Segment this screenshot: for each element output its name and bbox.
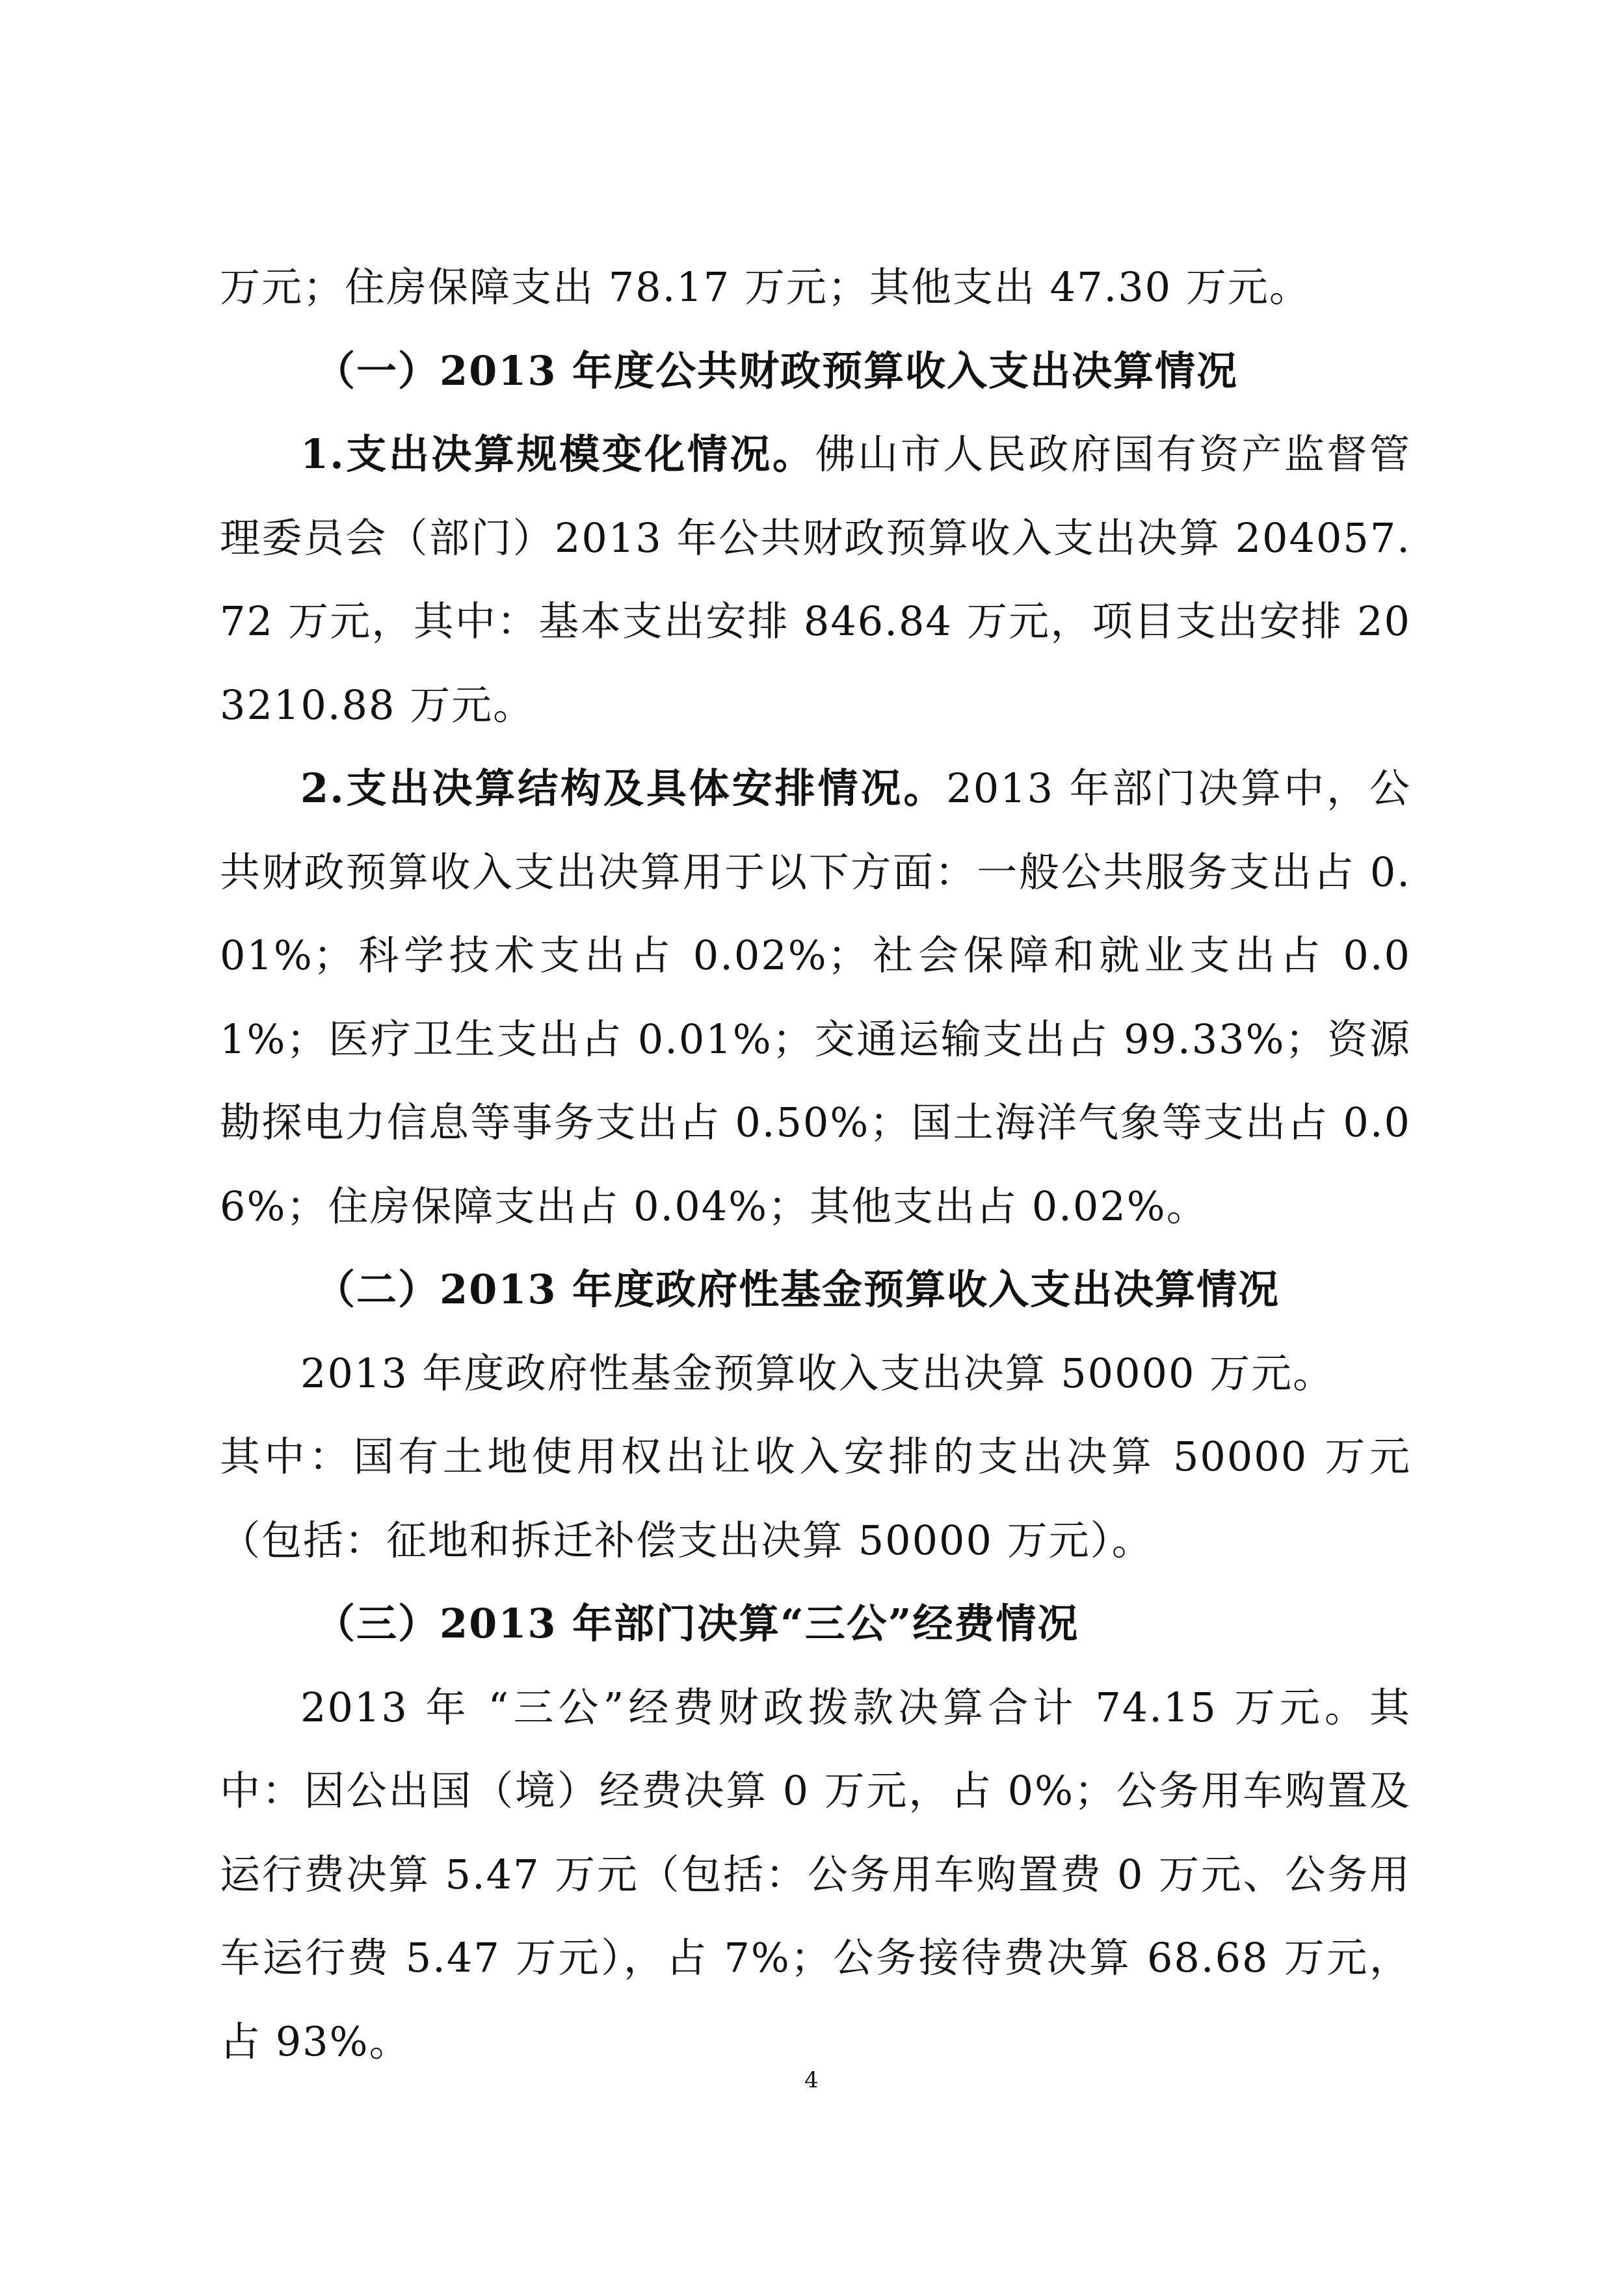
paragraph-fund-total: 2013 年度政府性基金预算收入支出决算 50000 万元。 <box>300 1349 1335 1397</box>
section-heading-3: （三）2013 年部门决算“三公”经费情况 <box>315 1600 1079 1647</box>
paragraph-fund-detail: 其中：国有土地使用权出让收入安排的支出决算 50000 万元（包括：征地和拆迁补偿支出决算 50000 万元）。 <box>220 1433 1411 1564</box>
section-heading-2: （二）2013 年度政府性基金预算收入支出决算情况 <box>315 1266 1280 1313</box>
section-heading-1: （一）2013 年度公共财政预算收入支出决算情况 <box>315 346 1239 395</box>
paragraph-body-expenditure-structure: 2013 年部门决算中，公共财政预算收入支出决算用于以下方面：一般公共服务支出占 0.01%；科学技术支出占 0.02%；社会保障和就业支出占 0.01%；医疗卫生支出占 0.01%；交通运输支出占 99.33%；资源勘探电力信息等事务支出占 0.50%；国土海洋气象等支出占 0.06%；住房保障支出占 0.04%；其他支出占 0.02%。 <box>220 764 1411 1230</box>
page-number: 4 <box>804 2067 819 2093</box>
paragraph-three-public-expenses: 2013 年 “三公”经费财政拨款决算合计 74.15 万元。其中：因公出国（境）经费决算 0 万元，占 0%；公务用车购置及运行费决算 5.47 万元（包括：公务用车购置费 0 万元、公务用车运行费 5.47 万元），占 7%；公务接待费决算 68.68 万元，占 93%。 <box>220 1683 1411 2065</box>
paragraph-expenditure-structure <box>220 747 1411 1248</box>
paragraph-lead-expenditure-structure: 2.支出决算结构及具体安排情况。 <box>300 764 947 812</box>
paragraph-continued: 万元；住房保障支出 78.17 万元；其他支出 47.30 万元。 <box>220 263 1311 311</box>
paragraph-expenditure-scale <box>220 413 1411 747</box>
paragraph-lead-expenditure-scale: 1.支出决算规模变化情况。 <box>300 430 815 478</box>
paragraph-body-expenditure-scale: 佛山市人民政府国有资产监督管理委员会（部门）2013 年公共财政预算收入支出决算 204057.72 万元，其中：基本支出安排 846.84 万元，项目支出安排 203210.88 万元。 <box>220 430 1411 729</box>
document-body <box>220 246 1411 2083</box>
